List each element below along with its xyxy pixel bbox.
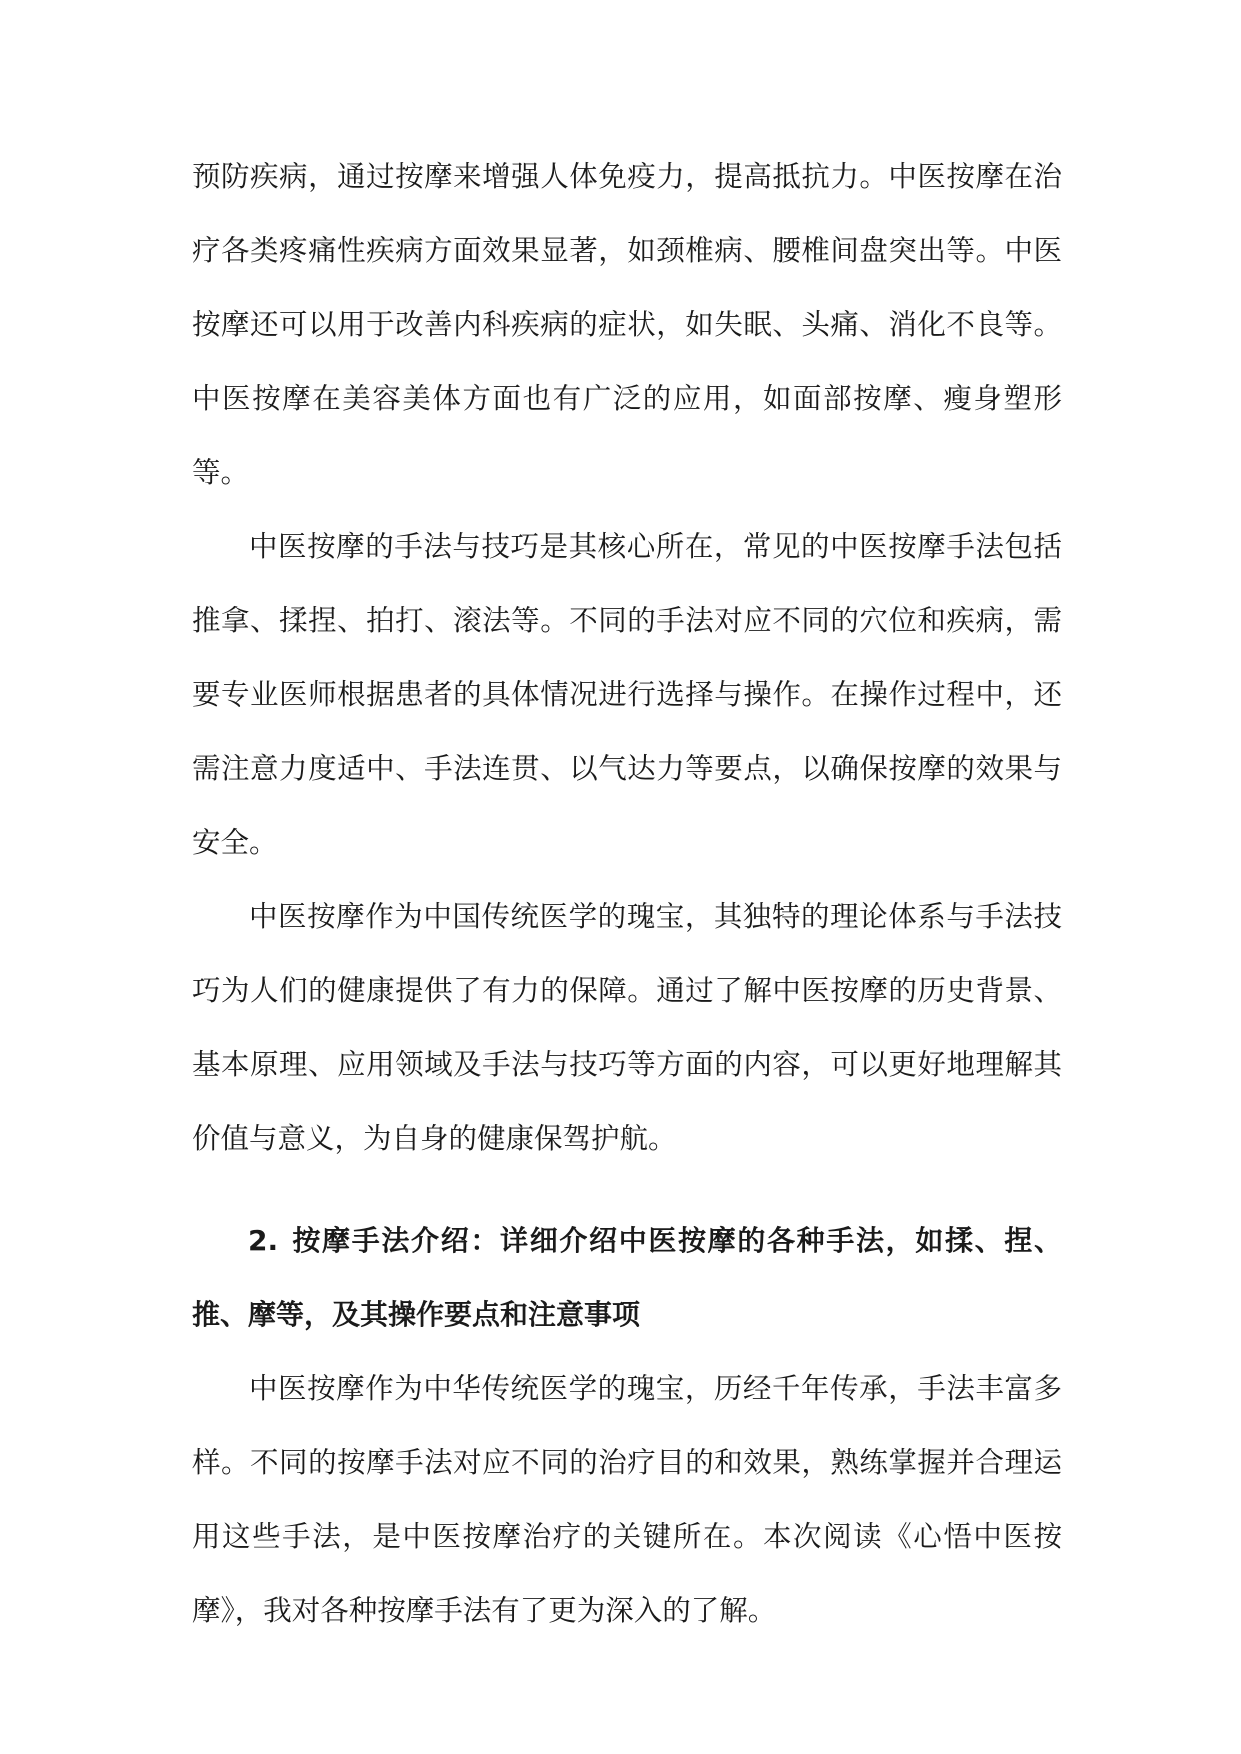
paragraph-techniques: 中医按摩的手法与技巧是其核心所在，常见的中医按摩手法包括推拿、揉捏、拍打、滚法等。不同的手法对应不同的穴位和疾病，需要专业医师根据患者的具体情况进行选择与操作。在操作过程中，还需注意力度适中、手法连贯、以气达力等要点，以确保按摩的效果与安全。 xyxy=(192,530,1062,859)
paragraph-intro: 中医按摩作为中华传统医学的瑰宝，历经千年传承，手法丰富多样。不同的按摩手法对应不同的治疗目的和效果，熟练掌握并合理运用这些手法，是中医按摩治疗的关键所在。本次阅读《心悟中医按摩》，我对各种按摩手法有了更为深入的了解。 xyxy=(192,1372,1062,1627)
document-page xyxy=(192,140,1062,1648)
paragraph-summary: 中医按摩作为中国传统医学的瑰宝，其独特的理论体系与手法技巧为人们的健康提供了有力的保障。通过了解中医按摩的历史背景、基本原理、应用领域及手法与技巧等方面的内容，可以更好地理解其价值与意义，为自身的健康保驾护航。 xyxy=(192,900,1062,1155)
section-heading xyxy=(192,1204,1062,1352)
section-spacer xyxy=(192,1176,1062,1204)
section-title: 按摩手法介绍：详细介绍中医按摩的各种手法，如揉、捏、推、摩等，及其操作要点和注意事项 xyxy=(192,1224,1062,1331)
section-number: 2. xyxy=(248,1224,279,1257)
paragraph-continued: 预防疾病，通过按摩来增强人体免疫力，提高抵抗力。中医按摩在治疗各类疼痛性疾病方面效果显著，如颈椎病、腰椎间盘突出等。中医按摩还可以用于改善内科疾病的症状，如失眠、头痛、消化不良等。中医按摩在美容美体方面也有广泛的应用，如面部按摩、瘦身塑形等。 xyxy=(192,160,1062,489)
